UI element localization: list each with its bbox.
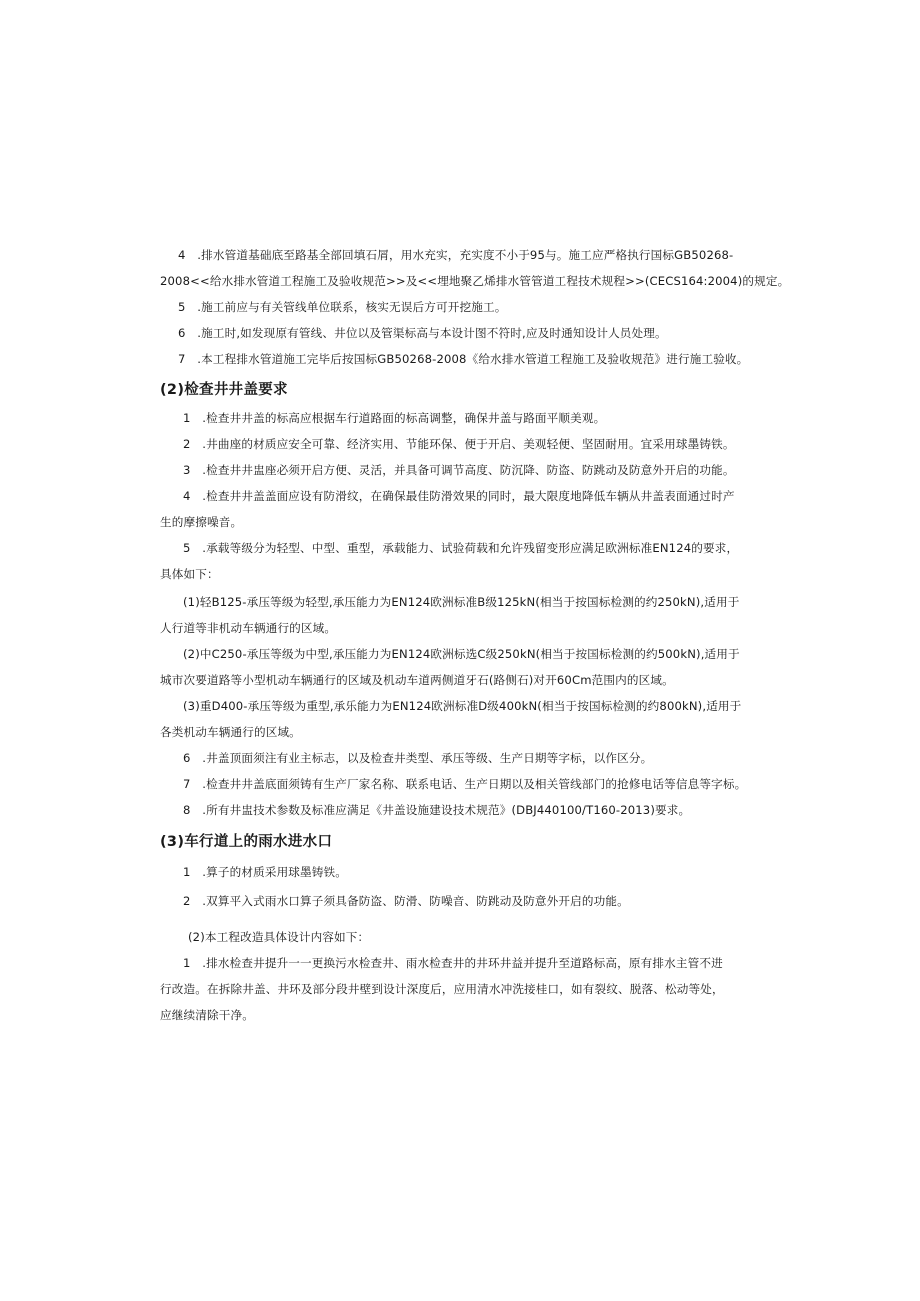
s2-sub1-line1: (1)轻B125-承压等级为轻型,承压能力为EN124欧洲标准B级125kN(相当于按国标检测的约250kN),适用于 bbox=[183, 595, 740, 609]
s2-sub2-line2: 城市次要道路等小型机动车辆通行的区域及机动车道两侧道牙石(路侧石)对开60Cm范围内的区域。 bbox=[160, 673, 674, 687]
s2-item4-line1: 4 .检查井井盖盖面应设有防滑纹，在确保最佳防滑效果的同时，最大限度地降低车辆从井盖表面通过时产 bbox=[183, 489, 735, 503]
s1-item5: 5 .施工前应与有关管线单位联系，核实无误后方可开挖施工。 bbox=[178, 300, 507, 314]
s3-item1: 1 .算子的材质采用球墨铸铁。 bbox=[183, 865, 348, 879]
s1-item7: 7 .本工程排水管道施工完毕后按国标GB50268-2008《给水排水管道工程施工及验收规范》进行施工验收。 bbox=[178, 352, 749, 366]
s3-item2: 2 .双算平入式雨水口算子须具备防盗、防滑、防噪音、防跳动及防意外开启的功能。 bbox=[183, 894, 629, 908]
s2-sub2-line1: (2)中C250-承压等级为中型,承压能力为EN124欧洲标选C级250kN(相当于按国标检测的约500kN),适用于 bbox=[183, 647, 740, 661]
s1-item4-line1: 4 .排水管道基础底至路基全部回填石屑，用水充实，充实度不小于95与。施工应严格执行国标GB50268- bbox=[178, 248, 734, 262]
s4-intro: (2)本工程改造具体设计内容如下： bbox=[188, 930, 370, 944]
s2-item3: 3 .检查井井盅座必须开启方便、灵活，并具备可调节高度、防沉降、防盗、防跳动及防意外开启的功能。 bbox=[183, 463, 735, 477]
s2-item2: 2 .井曲座的材质应安全可靠、经济实用、节能环保、便于开启、美观轻便、坚固耐用。宜采用球墨铸铁。 bbox=[183, 437, 735, 451]
s2-item5-line2: 具体如下： bbox=[160, 567, 219, 581]
s2-item4-line2: 生的摩擦噪音。 bbox=[160, 515, 243, 529]
s2-sub3-line2: 各类机动车辆通行的区域。 bbox=[160, 725, 301, 739]
s2-item8: 8 .所有井盅技术参数及标准应满足《井盖设施建设技术规范》(DBJ440100/T160-2013)要求。 bbox=[183, 803, 691, 817]
s2-item6: 6 .井盖顶面须注有业主标志，以及检查井类型、承压等级、生产日期等字标，以作区分。 bbox=[183, 751, 653, 765]
s1-item4-line2: 2008<<给水排水管道工程施工及验收规范>>及<<埋地聚乙烯排水管管道工程技术规程>>(CECS164:2004)的规定。 bbox=[160, 274, 790, 288]
s4-item1-line2: 行改造。在拆除井盖、井环及部分段井壁到设计深度后，应用清水冲洗接桂口，如有裂纹、脱落、松动等处， bbox=[160, 982, 724, 996]
s2-sub1-line2: 人行道等非机动车辆通行的区域。 bbox=[160, 621, 337, 635]
s4-item1-line1: 1 .排水检查井提升一一更换污水检查井、雨水检查井的井环井益并提升至道路标高，原有排水主管不进 bbox=[183, 956, 723, 970]
section3-heading: (3)车行道上的雨水进水口 bbox=[160, 834, 333, 850]
s2-item1: 1 .检查井井盖的标高应根据车行道路面的标高调整，确保井盖与路面平顺美观。 bbox=[183, 411, 606, 425]
s2-item5-line1: 5 .承载等级分为轻型、中型、重型，承载能力、试验荷载和允许残留变形应满足欧洲标准EN124的要求， bbox=[183, 541, 739, 555]
s2-item7: 7 .检查井井盖底面须铸有生产厂家名称、联系电话、生产日期以及相关管线部门的抢修电话等信息等字标。 bbox=[183, 777, 747, 791]
s4-item1-line3: 应继续清除干净。 bbox=[160, 1008, 254, 1022]
section2-heading: (2)检查井井盖要求 bbox=[160, 382, 288, 398]
s1-item6: 6 .施工时,如发现原有管线、井位以及管渠标高与本设计图不符时,应及时通知设计人员处理。 bbox=[178, 326, 667, 340]
s2-sub3-line1: (3)重D400-承压等级为重型,承乐能力为EN124欧洲标准D级400kN(相当于按国标检测的约800kN),适用于 bbox=[183, 699, 742, 713]
